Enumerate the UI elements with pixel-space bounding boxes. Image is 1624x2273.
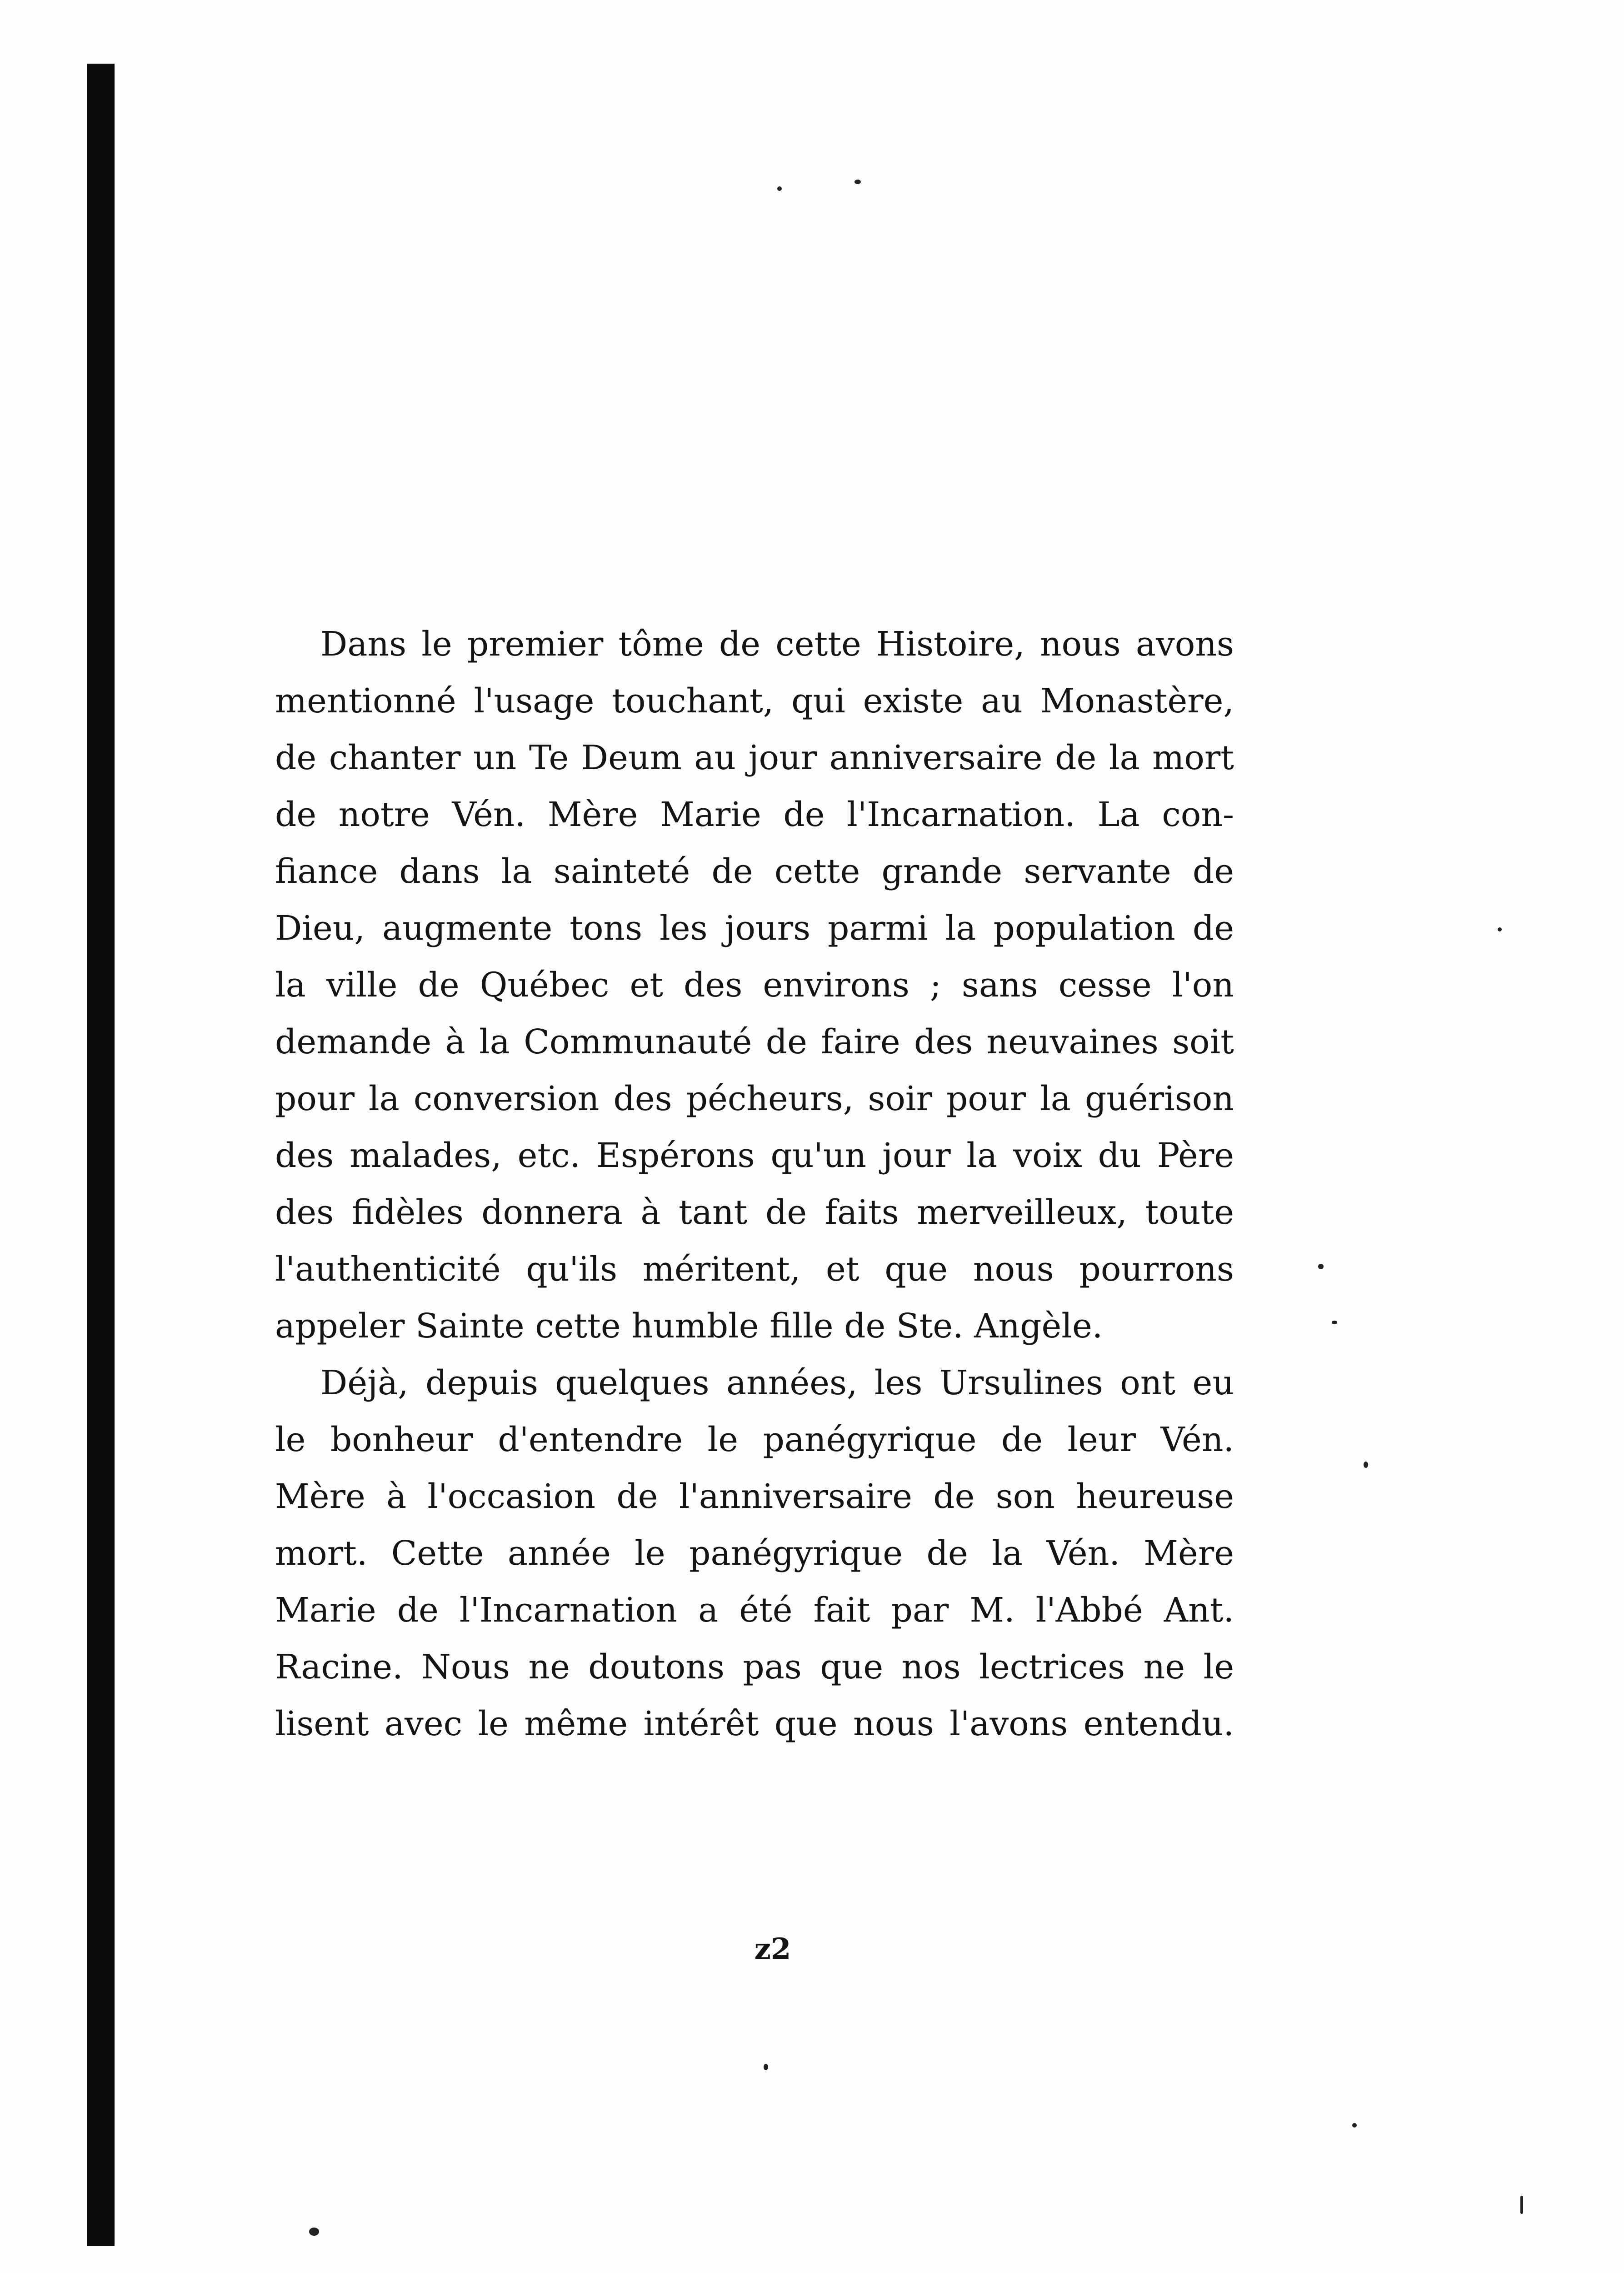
text-line: Dans le premier tôme de cette Histoire, nous avons (320, 625, 1234, 664)
text-line: Mère à l'occasion de l'anniversaire de son heureuse (275, 1477, 1234, 1516)
scan-speck (777, 186, 782, 191)
text-line: demande à la Communauté de faire des neuvaines soit (275, 1022, 1234, 1061)
paragraph-1 (275, 616, 1234, 1355)
scan-speck (764, 2064, 768, 2070)
scan-speck (1364, 1462, 1368, 1468)
binding-shadow (87, 64, 115, 2246)
text-line: pour la conversion des pécheurs, soir pour la guérison (275, 1079, 1234, 1118)
text-line: Déjà, depuis quelques années, les Ursulines ont eu (320, 1363, 1234, 1402)
text-line: lisent avec le même intérêt que nous l'avons entendu. (275, 1704, 1234, 1743)
text-line: appeler Sainte cette humble fille de Ste. Angèle. (275, 1307, 1103, 1346)
scan-speck (1332, 1321, 1337, 1324)
text-line: des fidèles donnera à tant de faits merveilleux, toute (275, 1193, 1234, 1232)
scan-speck (309, 2228, 319, 2236)
paragraph-2 (275, 1355, 1234, 1752)
scan-speck (854, 180, 861, 184)
text-line: l'authenticité qu'ils méritent, et que nous pourrons (275, 1250, 1234, 1289)
scan-speck (1318, 1264, 1324, 1269)
text-line: Dieu, augmente tons les jours parmi la population de (275, 909, 1234, 948)
text-line: le bonheur d'entendre le panégyrique de leur Vén. (275, 1420, 1234, 1459)
text-line: mort. Cette année le panégyrique de la Vén. Mère (275, 1534, 1234, 1573)
scan-speck (1520, 2196, 1523, 2214)
text-line: la ville de Québec et des environs ; sans cesse l'on (275, 966, 1234, 1005)
signature-mark: z2 (754, 1932, 791, 1966)
text-line: de chanter un Te Deum au jour anniversaire de la mort (275, 738, 1234, 777)
text-line: Racine. Nous ne doutons pas que nos lectrices ne le (275, 1647, 1234, 1687)
text-line: mentionné l'usage touchant, qui existe au Monastère, (275, 681, 1234, 721)
scan-speck (1352, 2123, 1357, 2128)
scan-speck (1498, 927, 1502, 931)
text-line: des malades, etc. Espérons qu'un jour la voix du Père (275, 1136, 1234, 1175)
text-line: fiance dans la sainteté de cette grande servante de (275, 852, 1234, 891)
text-line: de notre Vén. Mère Marie de l'Incarnation. La con- (275, 795, 1234, 834)
body-text (275, 616, 1234, 1752)
text-line: Marie de l'Incarnation a été fait par M. l'Abbé Ant. (275, 1591, 1234, 1630)
